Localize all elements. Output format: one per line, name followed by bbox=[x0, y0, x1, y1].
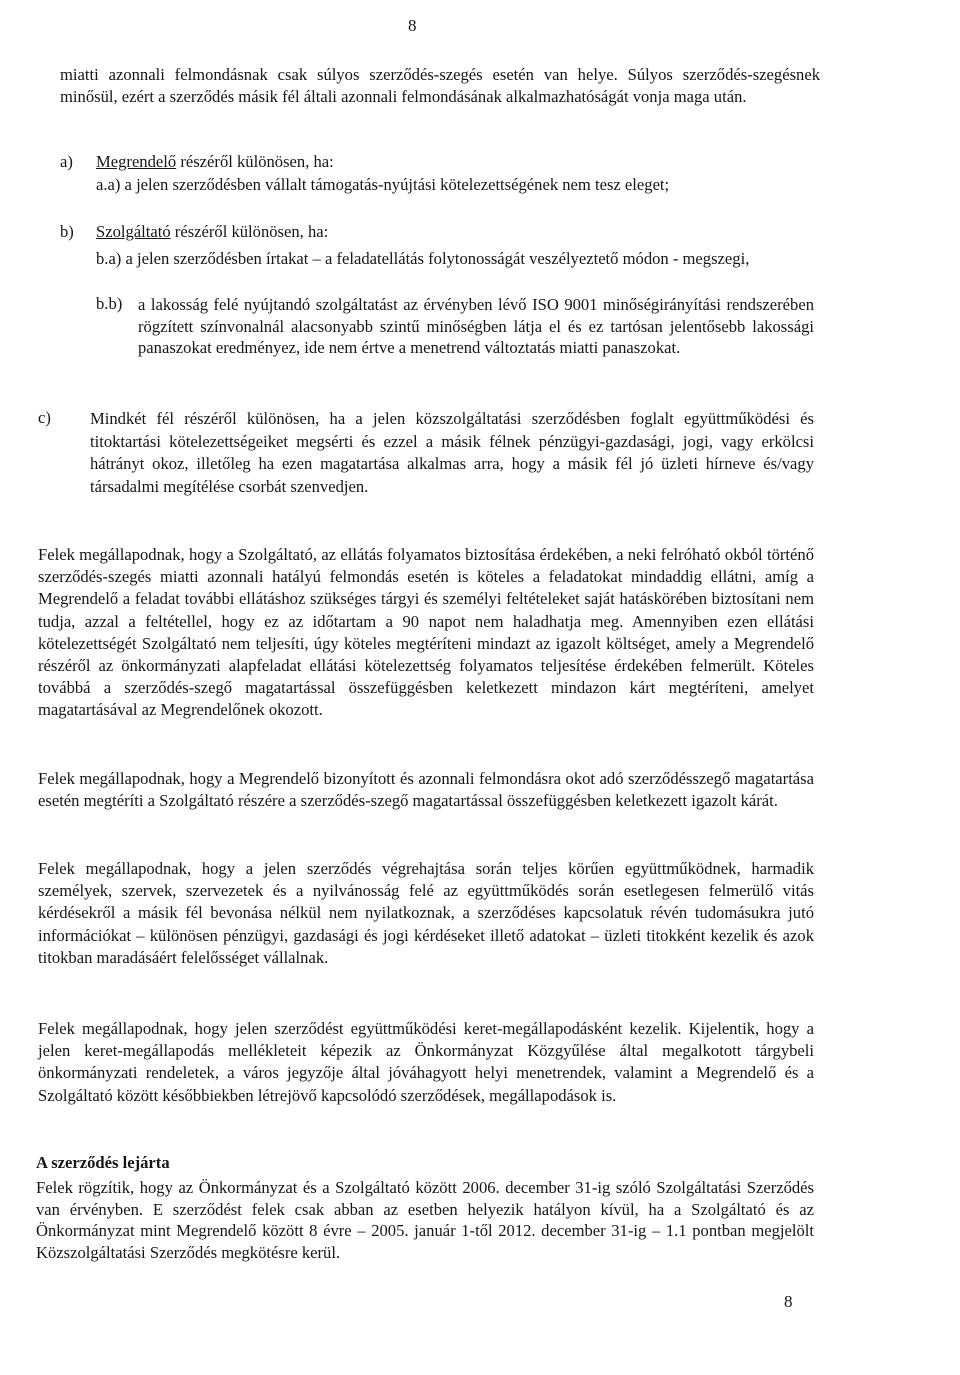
paragraph-4: Felek megállapodnak, hogy jelen szerződést együttműködési keret-megállapodásként kezelik. Kijelentik, hogy a jelen keret-megállapodás mellékleteit képezik az Önkormányzat Közgyűlése által megalkotott tárgybeli önkormányzati rendeletek, a város jegyzője által jóváhagyott helyi menetrendek, valamint a Megrendelő és a Szolgáltató között későbbiekben létrejövő kapcsolódó szerződések, megállapodások is. bbox=[38, 1019, 814, 1105]
intro-paragraph: miatti azonnali felmondásnak csak súlyos szerződés-szegés esetén van helye. Súlyos szerződés-szegésnek minősül, ezért a szerződés másik fél általi azonnali felmondásának alkalmazhatóságát vonja maga után. bbox=[60, 65, 820, 106]
section-b-title-rest: részéről különösen, ha: bbox=[170, 222, 329, 241]
section-c-text: Mindkét fél részéről különösen, ha a jelen közszolgáltatási szerződésben foglalt együttműködési és titoktartási kötelezettségeiket megsérti és ezzel a másik félnek pénzügyi-gazdasági, jogi, vagy erkölcsi hátrányt okoz, illetőleg ha ezen magatartása alkalmas arra, hogy a másik fél jó üzleti hírneve és/vagy társadalmi megítélése csorbát szenvedjen. bbox=[90, 409, 814, 496]
section-a-title bbox=[96, 152, 334, 172]
page-number-top: 8 bbox=[408, 16, 417, 35]
section-a-title-word: Megrendelő bbox=[96, 152, 177, 171]
paragraph-1: Felek megállapodnak, hogy a Szolgáltató, az ellátás folyamatos biztosítása érdekében, a neki felróható okból történő szerződés-szegés miatti azonnali hatályú felmondás esetén is köteles a feladatokat mindaddig ellátni, amíg a Megrendelő a feladat további ellátáshoz szükséges tárgyi és személyi feltételeket saját hatáskörében biztosítani nem tudja, azzal a feltétellel, hogy ez az időtartam a 90 napot nem haladhatja meg. Amennyiben ezen ellátási kötelezettségét Szolgáltató nem teljesíti, úgy köteles megtéríteni mindazt az igazolt költséget, amely a Megrendelő részéről az önkormányzati alapfeladat ellátási kötelezettség folyamatos teljesítése érdekében felmerült. Köteles továbbá a szerződés-szegő magatartással összefüggésben keletkezett mindazon kárt megtéríteni, amelyet magatartásával az Megrendelőnek okozott. bbox=[38, 545, 814, 720]
section-a-marker: a) bbox=[60, 152, 73, 171]
paragraph-2: Felek megállapodnak, hogy a Megrendelő bizonyított és azonnali felmondásra okot adó szerződésszegő magatartása esetén megtéríti a Szolgáltató részére a szerződés-szegő magatartással összefüggésben keletkezett igazolt kárát. bbox=[38, 769, 814, 811]
section-c-marker: c) bbox=[38, 408, 51, 427]
section-b-item-b-label: b.b) bbox=[96, 294, 123, 313]
section-heading: A szerződés lejárta bbox=[36, 1153, 170, 1172]
paragraph-5: Felek rögzítik, hogy az Önkormányzat és a Szolgáltató között 2006. december 31-ig szóló Szolgáltatási Szerződés van érvényben. E szerződést felek csak abban az esetben helyezik hatályon kívül, ha a Szolgáltató és az Önkormányzat mint Megrendelő között 8 évre – 2005. január 1-től 2012. december 31-ig – 1.1 pontban megjelölt Közszolgáltatási Szerződés megkötésre kerül. bbox=[36, 1178, 814, 1262]
section-b-title bbox=[96, 222, 328, 242]
section-a-title-rest: részéről különösen, ha: bbox=[176, 152, 334, 171]
section-b-item-a: b.a) a jelen szerződésben írtakat – a feladatellátás folytonosságát veszélyeztető módon - megszegi, bbox=[96, 249, 750, 268]
section-a-item-a: a.a) a jelen szerződésben vállalt támogatás-nyújtási kötelezettségének nem tesz eleget; bbox=[96, 175, 670, 194]
paragraph-3: Felek megállapodnak, hogy a jelen szerződés végrehajtása során teljes körűen együttműködnek, harmadik személyek, szervek, szervezetek és a nyilvánosság felé az együttműködés során esetlegesen felmerülő vitás kérdésekről a másik fél bevonása nélkül nem nyilatkoznak, a szerződéses kapcsolatuk révén tudomásukra jutó információkat – különösen pénzügyi, gazdasági és jogi kérdéseket illető adatokat – üzleti titokként kezelik és azok titokban maradásáért felelősséget vállalnak. bbox=[38, 859, 814, 967]
section-b-title-word: Szolgáltató bbox=[96, 222, 171, 241]
section-b-item-b: a lakosság felé nyújtandó szolgáltatást az érvényben lévő ISO 9001 minőségirányítási rendszerében rögzített színvonalnál alacsonyabb szintű minőségben látja el és ez tartósan jelentősebb lakossági panaszokat eredményez, ide nem értve a menetrend változtatás miatti panaszokat. bbox=[138, 295, 814, 357]
section-b-marker: b) bbox=[60, 222, 74, 241]
page-number-bottom: 8 bbox=[784, 1292, 793, 1311]
